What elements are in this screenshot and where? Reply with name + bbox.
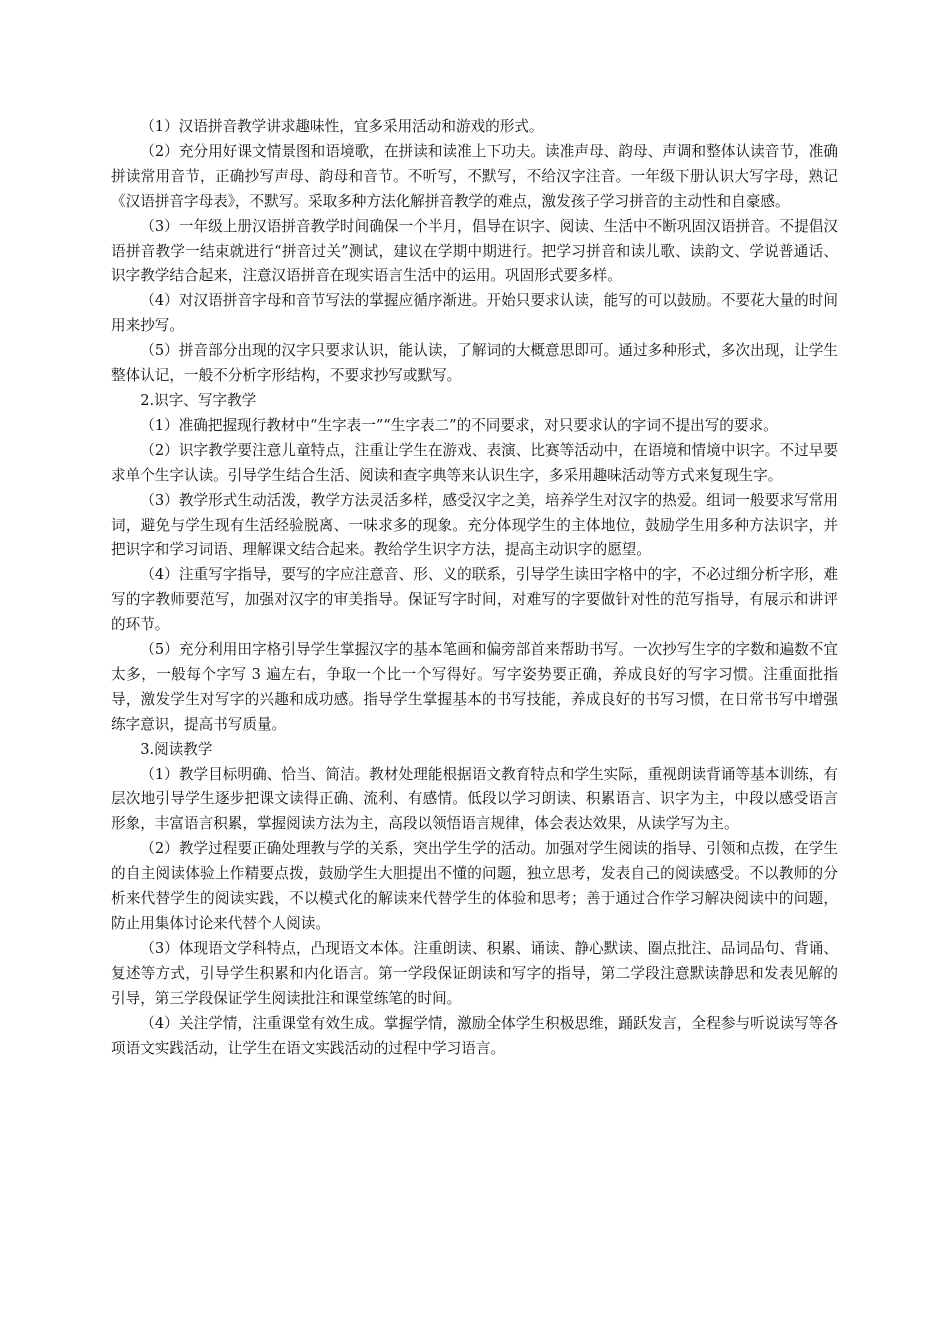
- literacy-item-4: （4）注重写字指导，要写的字应注意音、形、义的联系，引导学生读田字格中的字，不必过细分析字形，难写的字教师要范写，加强对汉字的审美指导。保证写字时间，对难写的字要做针对性的范写指导，有展示和讲评的环节。: [111, 566, 838, 634]
- reading-item-1: （1）教学目标明确、恰当、简洁。教材处理能根据语文教育特点和学生实际，重视朗读背诵等基本训练，有层次地引导学生逐步把课文读得正确、流利、有感情。低段以学习朗读、积累语言、识字为主，中段以感受语言形象，丰富语言积累，掌握阅读方法为主，高段以领悟语言规律，体会表达效果，从读学写为主。: [111, 765, 838, 833]
- reading-item-2: （2）教学过程要正确处理教与学的关系，突出学生学的活动。加强对学生阅读的指导、引领和点拨，在学生的自主阅读体验上作精要点拨，鼓励学生大胆提出不懂的问题，独立思考，发表自己的阅读感受。不以教师的分析来代替学生的阅读实践，不以模式化的解读来代替学生的体验和思考；善于通过合作学习解决阅读中的问题，防止用集体讨论来代替个人阅读。: [111, 840, 838, 932]
- section-heading-literacy: 2.识字、写字教学: [140, 391, 257, 409]
- pinyin-item-5: （5）拼音部分出现的汉字只要求认识，能认读，了解词的大概意思即可。通过多种形式，多次出现，让学生整体认记，一般不分析字形结构，不要求抄写或默写。: [111, 342, 838, 385]
- section-heading-reading: 3.阅读教学: [140, 740, 213, 758]
- literacy-item-5: （5）充分利用田字格引导学生掌握汉字的基本笔画和偏旁部首来帮助书写。一次抄写生字的字数和遍数不宜太多，一般每个字写 3 遍左右，争取一个比一个写得好。写字姿势要正确，养成良好的写字习惯。注重面批指导，激发学生对写字的兴趣和成功感。指导学生掌握基本的书写技能，养成良好的书写习惯，在日常书写中增强练字意识，提高书写质量。: [111, 641, 838, 733]
- literacy-item-1: （1）准确把握现行教材中“生字表一”“生字表二”的不同要求，对只要求认的字词不提出写的要求。: [140, 416, 778, 434]
- literacy-item-2: （2）识字教学要注意儿童特点，注重让学生在游戏、表演、比赛等活动中，在语境和情境中识字。不过早要求单个生字认读。引导学生结合生活、阅读和查字典等来认识生字，多采用趣味活动等方式来复现生字。: [111, 441, 838, 484]
- literacy-item-3: （3）教学形式生动活泼，教学方法灵活多样，感受汉字之美，培养学生对汉字的热爱。组词一般要求写常用词，避免与学生现有生活经验脱离、一味求多的现象。充分体现学生的主体地位，鼓励学生用多种方法识字，并把识字和学习词语、理解课文结合起来。教给学生识字方法，提高主动识字的愿望。: [111, 491, 838, 559]
- pinyin-item-3: （3）一年级上册汉语拼音教学时间确保一个半月，倡导在识字、阅读、生活中不断巩固汉语拼音。不提倡汉语拼音教学一结束就进行“拼音过关”测试，建议在学期中期进行。把学习拼音和读儿歌、读韵文、学说普通话、识字教学结合起来，注意汉语拼音在现实语言生活中的运用。巩固形式要多样。: [111, 217, 838, 285]
- reading-item-3: （3）体现语文学科特点，凸现语文本体。注重朗读、积累、诵读、静心默读、圈点批注、品词品句、背诵、复述等方式，引导学生积累和内化语言。第一学段保证朗读和写字的指导，第二学段注意默读静思和发表见解的引导，第三学段保证学生阅读批注和课堂练笔的时间。: [111, 939, 838, 1007]
- document-body: [111, 115, 838, 1061]
- pinyin-item-4: （4）对汉语拼音字母和音节写法的掌握应循序渐进。开始只要求认读，能写的可以鼓励。不要花大量的时间用来抄写。: [111, 292, 838, 335]
- reading-item-4: （4）关注学情，注重课堂有效生成。掌握学情，激励全体学生积极思维，踊跃发言，全程参与听说读写等各项语文实践活动，让学生在语文实践活动的过程中学习语言。: [111, 1014, 838, 1057]
- pinyin-item-2: （2）充分用好课文情景图和语境歌，在拼读和读准上下功夫。读准声母、韵母、声调和整体认读音节，准确拼读常用音节，正确抄写声母、韵母和音节。不听写，不默写，不给汉字注音。一年级下册认识大写字母，熟记《汉语拼音字母表》，不默写。采取多种方法化解拼音教学的难点，激发孩子学习拼音的主动性和自豪感。: [111, 142, 838, 210]
- pinyin-item-1: （1）汉语拼音教学讲求趣味性，宜多采用活动和游戏的形式。: [140, 118, 544, 135]
